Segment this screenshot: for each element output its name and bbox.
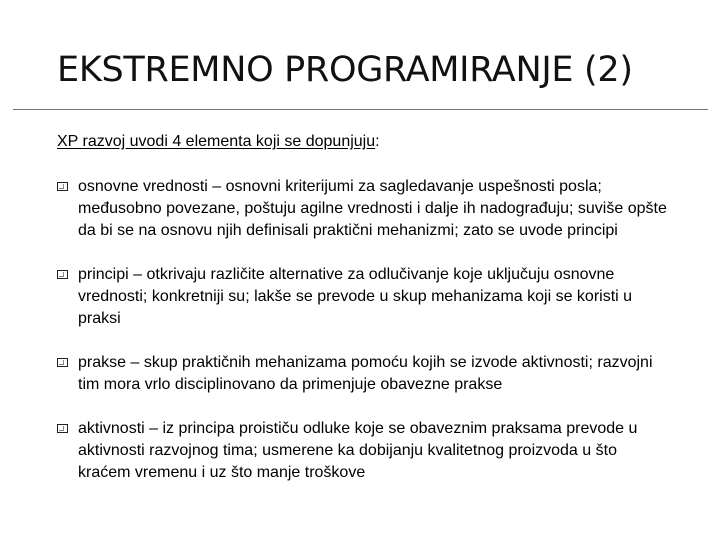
title-divider bbox=[13, 109, 708, 110]
bullet-text: prakse – skup praktičnih mehanizama pomoću kojih se izvode aktivnosti; razvojni tim mora vrlo disciplinovano da primenjuje obavezne prakse bbox=[78, 354, 653, 393]
bullet-item-osnovne-vrednosti bbox=[57, 176, 677, 242]
checkbox-bullet-icon bbox=[57, 182, 68, 191]
bullet-text: osnovne vrednosti – osnovni kriterijumi za sagledavanje uspešnosti posla; međusobno povezane, poštuju agilne vrednosti i dalje ih nadograđuju; suviše opšte da bi se na osnovu njih definisali praktični mehanizmi; zato se uvode principi bbox=[78, 178, 667, 239]
intro-line bbox=[57, 131, 380, 153]
checkbox-bullet-icon bbox=[57, 424, 68, 433]
bullet-item-aktivnosti bbox=[57, 418, 677, 484]
checkbox-bullet-icon bbox=[57, 270, 68, 279]
bullet-list bbox=[57, 176, 677, 506]
bullet-text: principi – otkrivaju različite alternative za odlučivanje koje uključuju osnovne vrednosti; konkretniji su; lakše se prevode u skup mehanizama koji se koristi u praksi bbox=[78, 266, 633, 327]
bullet-item-principi bbox=[57, 264, 677, 330]
checkbox-bullet-icon bbox=[57, 358, 68, 367]
intro-colon: : bbox=[375, 133, 380, 150]
bullet-text: aktivnosti – iz principa proističu odluke koje se obaveznim praksama prevode u aktivnosti razvojnog tima; usmerene ka dobijanju kvalitetnog proizvoda u što kraćem vremenu i uz što manje troškove bbox=[78, 420, 638, 481]
bullet-item-prakse bbox=[57, 352, 677, 396]
slide-title: EKSTREMNO PROGRAMIRANJE (2) bbox=[57, 50, 633, 90]
intro-text: XP razvoj uvodi 4 elementa koji se dopunjuju bbox=[57, 133, 376, 150]
